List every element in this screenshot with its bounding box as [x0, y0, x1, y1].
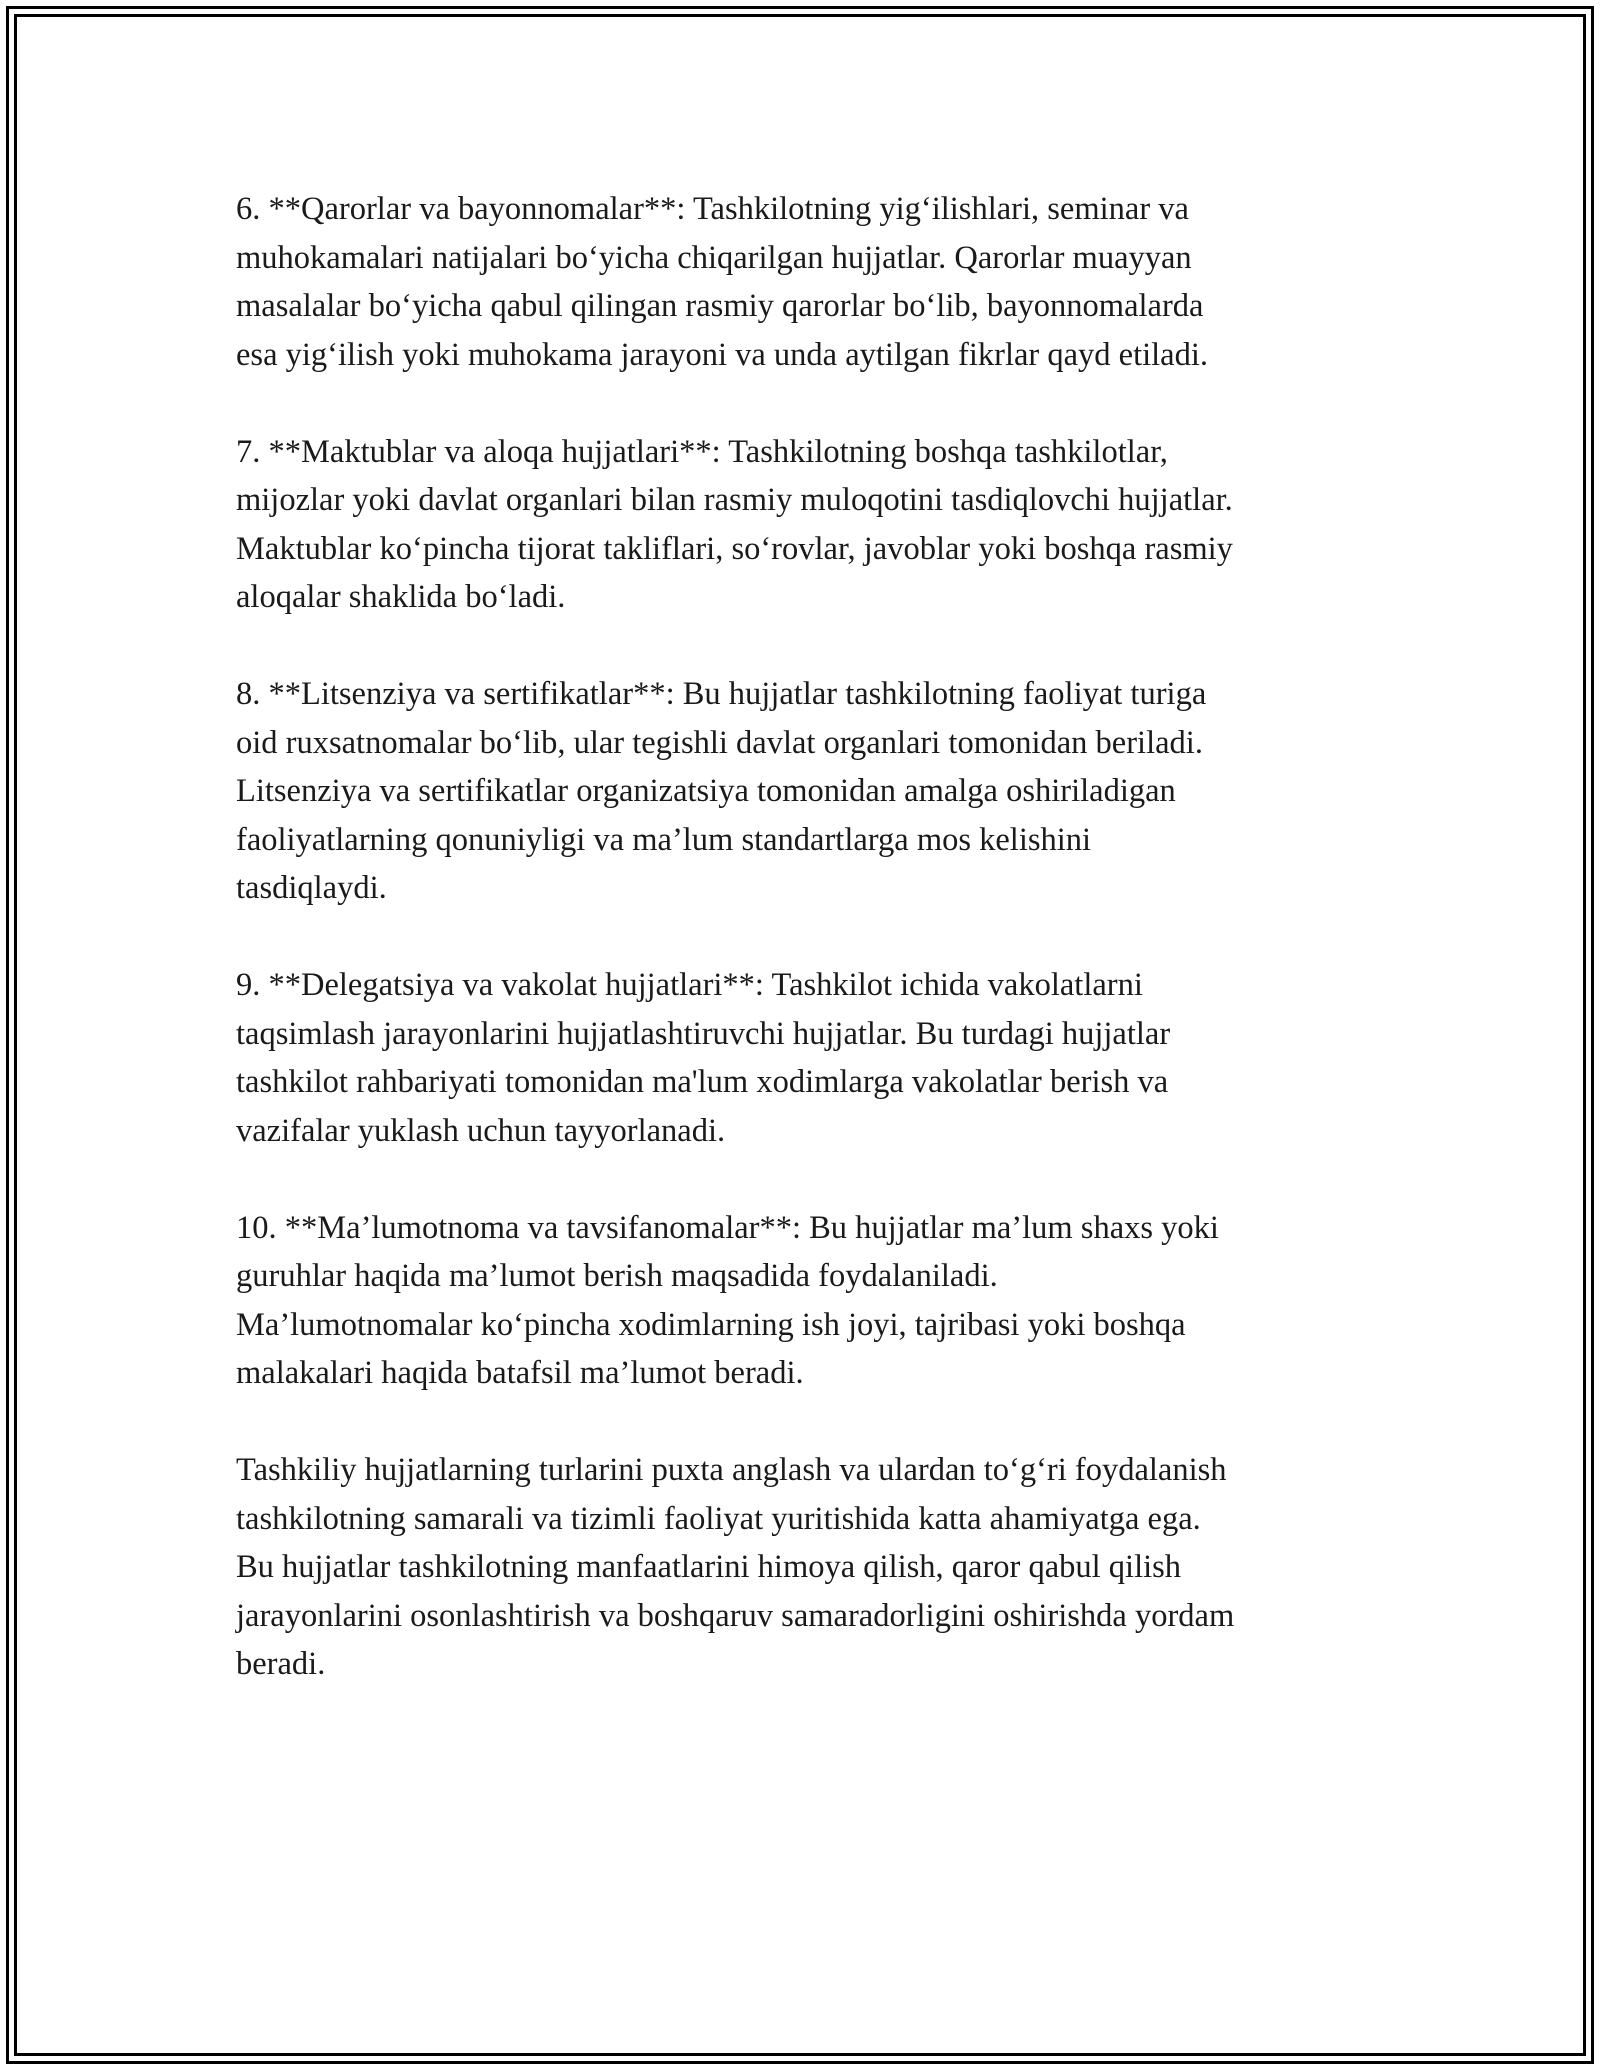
paragraph-conclusion: Tashkiliy hujjatlarning turlarini puxta anglash va ulardan to‘g‘ri foydalanish tashkilotning samarali va tizimli faoliyat yuritishida katta ahamiyatga ega. Bu hujjatlar tashkilotning manfaatlarini himoya qilish, qaror qabul qilish jarayonlarini osonlashtirish va boshqaruv samaradorligini oshirishda yordam beradi.: [236, 1452, 1235, 1682]
paragraph-item-9: 9. **Delegatsiya va vakolat hujjatlari**: Tashkilot ichida vakolatlarni taqsimlash jarayonlarini hujjatlashtiruvchi hujjatlar. Bu turdagi hujjatlar tashkilot rahbariyati tomonidan ma'lum xodimlarga vakolatlar berish va vazifalar yuklash uchun tayyorlanadi.: [236, 967, 1171, 1149]
document-body: [236, 185, 1386, 1689]
paragraph-item-6: 6. **Qarorlar va bayonnomalar**: Tashkilotning yig‘ilishlari, seminar va muhokamalari natijalari bo‘yicha chiqarilgan hujjatlar. Qarorlar muayyan masalalar bo‘yicha qabul qilingan rasmiy qarorlar bo‘lib, bayonnomalarda esa yig‘ilish yoki muhokama jarayoni va unda aytilgan fikrlar qayd etiladi.: [236, 191, 1209, 373]
paragraph-item-8: 8. **Litsenziya va sertifikatlar**: Bu hujjatlar tashkilotning faoliyat turiga oid ruxsatnomalar bo‘lib, ular tegishli davlat organlari tomonidan beriladi. Litsenziya va sertifikatlar organizatsiya tomonidan amalga oshiriladigan faoliyatlarning qonuniyligi va ma’lum standartlarga mos kelishini tasdiqlaydi.: [236, 676, 1207, 906]
paragraph-item-10: 10. **Ma’lumotnoma va tavsifanomalar**: Bu hujjatlar ma’lum shaxs yoki guruhlar haqida ma’lumot berish maqsadida foydalaniladi. Ma’lumotnomalar ko‘pincha xodimlarning ish joyi, tajribasi yoki boshqa malakalari haqida batafsil ma’lumot beradi.: [236, 1209, 1219, 1391]
paragraph-item-7: 7. **Maktublar va aloqa hujjatlari**: Tashkilotning boshqa tashkilotlar, mijozlar yoki davlat organlari bilan rasmiy muloqotini tasdiqlovchi hujjatlar. Maktublar ko‘pincha tijorat takliflari, so‘rovlar, javoblar yoki boshqa rasmiy aloqalar shaklida bo‘ladi.: [236, 433, 1233, 615]
